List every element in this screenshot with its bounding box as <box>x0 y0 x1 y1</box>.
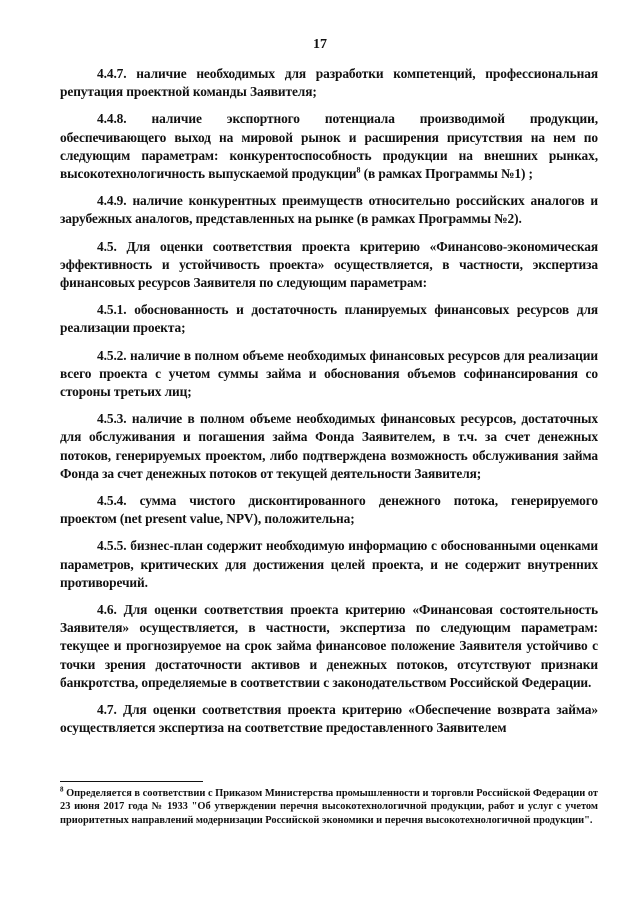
paragraph-4-5-5 <box>60 537 598 592</box>
paragraph-4-6 <box>60 601 598 692</box>
paragraph-text: 4.5.5. бизнес-план содержит необходимую информацию с обоснованными оценками параметров, критических для достижения целей проекта, и не содержит внутренних противоречий. <box>60 538 598 590</box>
paragraph-text: 4.7. Для оценки соответствия проекта критерию «Обеспечение возврата займа» осуществляется экспертиза на соответствие предоставленного Заявителем <box>60 702 598 736</box>
paragraph-text: 4.6. Для оценки соответствия проекта критерию «Финансовая состоятельность Заявителя» осуществляется, в частности, экспертиза по следующим параметрам: текущее и прогнозируемое на срок займа финансовое положение Заявителя устойчиво с точки зрения достаточности активов и денежных потоков, отсутствуют признаки банкротства, определяемые в соответствии с законодательством Российской Федерации. <box>60 602 598 690</box>
paragraph-text: 4.5. Для оценки соответствия проекта критерию «Финансово-экономическая эффективность и устойчивость проекта» осуществляется, в частности, экспертиза финансовых ресурсов Заявителя по следующим параметрам: <box>60 238 598 291</box>
paragraph-4-4-8 <box>60 110 598 183</box>
paragraph-text-tail: (в рамках Программы №1) ; <box>360 166 533 182</box>
footnote-mark: 8 <box>60 785 64 794</box>
paragraph-4-5-2 <box>60 347 598 402</box>
paragraph-4-4-7 <box>60 65 598 101</box>
paragraph-4-7 <box>60 701 598 737</box>
paragraph-text: 4.5.1. обоснованность и достаточность планируемых финансовых ресурсов для реализации проекта; <box>60 302 598 336</box>
paragraph-text: 4.4.9. наличие конкурентных преимуществ относительно российских аналогов и зарубежных аналогов, представленных на рынке (в рамках Программы №2). <box>60 193 598 227</box>
footnote-text: Определяется в соответствии с Приказом Министерства промышленности и торговли Российской Федерации от 23 июня 2017 года № 1933 "Об утверждении перечня высокотехнологичной продукции, работ и услуг с учетом приоритетных направлений модернизации Российской экономики и перечня высокотехнологичной продукции". <box>60 788 598 826</box>
paragraph-text: 4.5.2. наличие в полном объеме необходимых финансовых ресурсов для реализации всего проекта с учетом суммы займа и обоснования объемов софинансирования со стороны третьих лиц; <box>60 347 598 400</box>
paragraph-4-5 <box>60 238 598 293</box>
paragraph-text: 4.5.4. сумма чистого дисконтированного денежного потока, генерируемого проектом (net present value, NPV), положительна; <box>60 493 598 527</box>
paragraph-4-5-3 <box>60 410 598 483</box>
paragraph-text: 4.4.7. наличие необходимых для разработки компетенций, профессиональная репутация проектной команды Заявителя; <box>60 66 598 100</box>
paragraph-4-4-9 <box>60 192 598 228</box>
paragraph-4-5-4 <box>60 492 598 528</box>
document-body <box>60 65 598 747</box>
footnote-reference[interactable]: 8 <box>356 165 361 175</box>
paragraph-text: 4.4.8. наличие экспортного потенциала производимой продукции, обеспечивающего выход на мировой рынок и расширения присутствия на нем по следующим параметрам: конкурентоспособность продукции на внешних рынках, высокотехнологичность выпускаемой продукции <box>60 111 598 182</box>
paragraph-4-5-1 <box>60 301 598 337</box>
paragraph-text: 4.5.3. наличие в полном объеме необходимых финансовых ресурсов, достаточных для обслуживания и погашения займа Фонда Заявителем, в т.ч. за счет денежных потоков, генерируемых проектом, либо подтверждена возможность обслуживания займа Фонда за счет денежных потоков от текущей деятельности Заявителя; <box>60 411 598 481</box>
footnote <box>60 787 598 827</box>
footnote-divider <box>60 781 203 782</box>
page-number: 17 <box>313 37 327 52</box>
